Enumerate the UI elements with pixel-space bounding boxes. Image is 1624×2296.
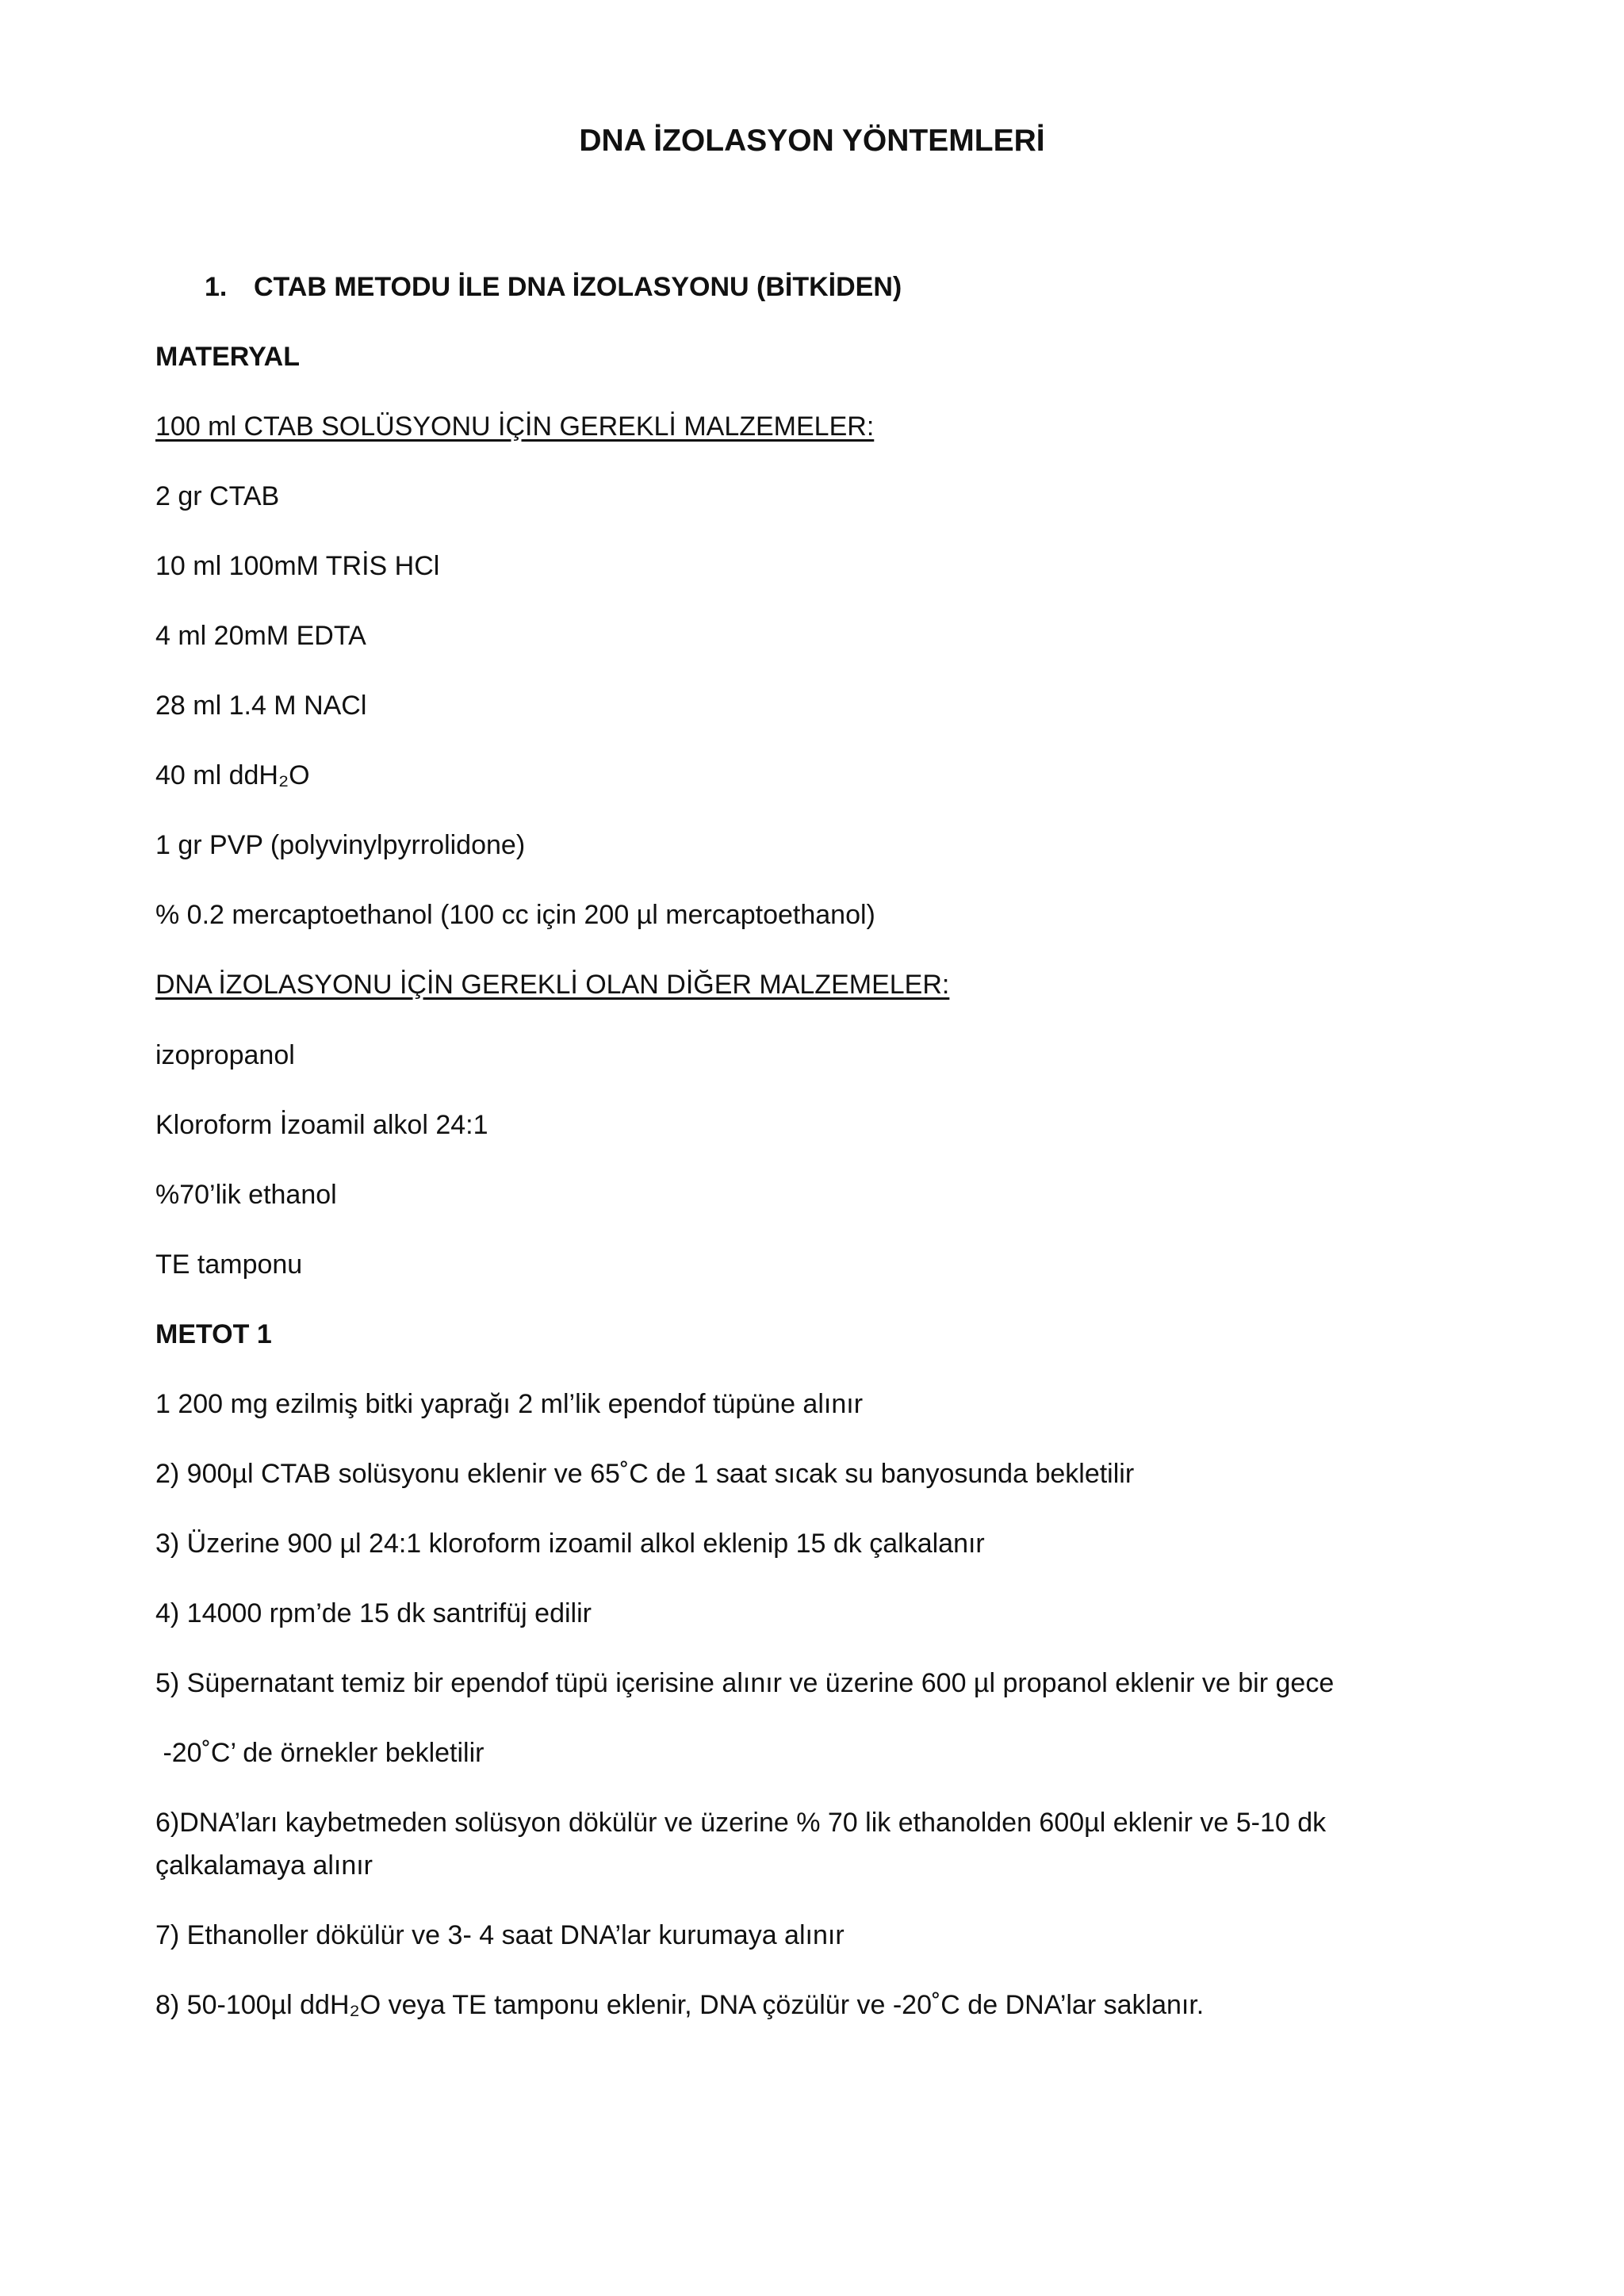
method-step-continuation: çalkalamaya alınır <box>155 1850 373 1881</box>
ctab-item: 28 ml 1.4 M NACl <box>155 691 367 721</box>
method-step: -20˚C’ de örnekler bekletilir <box>155 1738 485 1768</box>
ctab-item: 4 ml 20mM EDTA <box>155 621 366 651</box>
other-item: izopropanol <box>155 1040 295 1070</box>
other-materials-heading: DNA İZOLASYONU İÇİN GEREKLİ OLAN DİĞER MALZEMELER: <box>155 970 950 1000</box>
ctab-item: % 0.2 mercaptoethanol (100 cc için 200 µl mercaptoethanol) <box>155 900 875 930</box>
ctab-item: 10 ml 100mM TRİS HCl <box>155 551 440 581</box>
method-step: 7) Ethanoller dökülür ve 3- 4 saat DNA’lar kurumaya alınır <box>155 1920 845 1950</box>
ctab-item: 1 gr PVP (polyvinylpyrrolidone) <box>155 830 526 860</box>
method-step: 8) 50-100µl ddH₂O veya TE tamponu eklenir, DNA çözülür ve -20˚C de DNA’lar saklanır. <box>155 1990 1205 2020</box>
method-step: 4) 14000 rpm’de 15 dk santrifüj edilir <box>155 1598 592 1628</box>
document-title: DNA İZOLASYON YÖNTEMLERİ <box>579 124 1045 158</box>
section-heading <box>205 266 1553 308</box>
other-item: %70’lik ethanol <box>155 1180 337 1210</box>
method-heading: METOT 1 <box>155 1319 272 1349</box>
other-item: Kloroform İzoamil alkol 24:1 <box>155 1110 488 1140</box>
other-item: TE tamponu <box>155 1249 303 1280</box>
materyal-heading: MATERYAL <box>155 342 300 372</box>
section-number: 1. <box>205 272 228 302</box>
method-step: 3) Üzerine 900 µl 24:1 kloroform izoamil alkol eklenip 15 dk çalkalanır <box>155 1529 985 1559</box>
method-step: 5) Süpernatant temiz bir ependof tüpü içerisine alınır ve üzerine 600 µl propanol eklenir ve bir gece <box>155 1668 1335 1698</box>
section-heading-text: CTAB METODU İLE DNA İZOLASYONU (BİTKİDEN) <box>254 272 902 302</box>
method-step: 6)DNA’ları kaybetmeden solüsyon dökülür ve üzerine % 70 lik ethanolden 600µl eklenir ve 5-10 dk <box>155 1808 1327 1838</box>
method-step: 2) 900µl CTAB solüsyonu eklenir ve 65˚C de 1 saat sıcak su banyosunda bekletilir <box>155 1459 1135 1489</box>
method-step: 1 200 mg ezilmiş bitki yaprağı 2 ml’lik ependof tüpüne alınır <box>155 1389 864 1419</box>
ctab-materials-heading: 100 ml CTAB SOLÜSYONU İÇİN GEREKLİ MALZEMELER: <box>155 411 875 442</box>
ctab-item: 2 gr CTAB <box>155 481 280 511</box>
ctab-item: 40 ml ddH₂O <box>155 760 310 790</box>
